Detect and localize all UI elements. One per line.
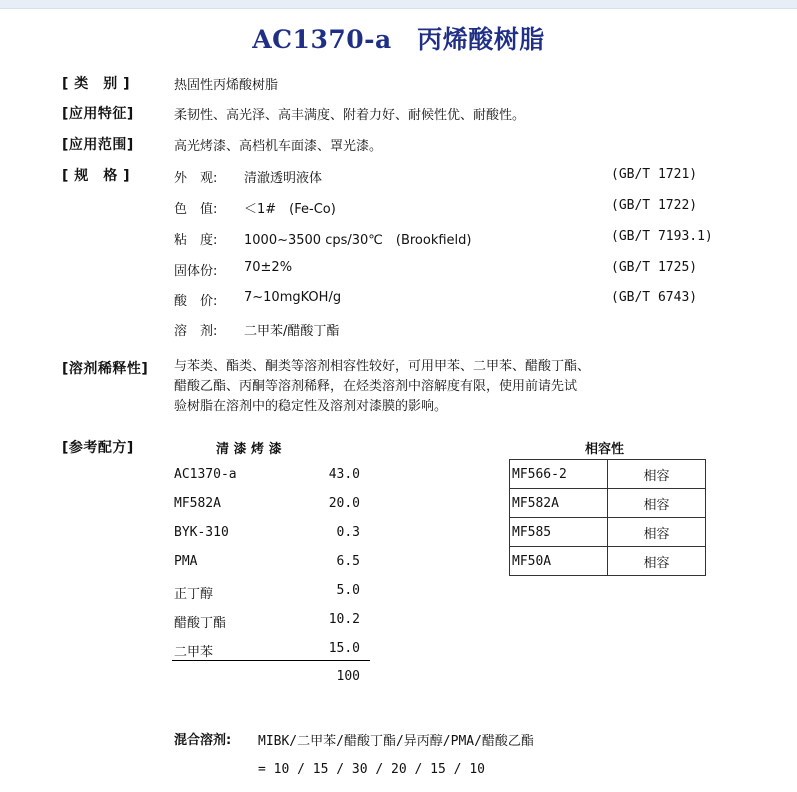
table-row bbox=[510, 489, 706, 518]
dilution-line: 与苯类、酯类、酮类等溶剂相容性较好，可用甲苯、二甲苯、醋酸丁酯、 bbox=[174, 359, 591, 374]
compat-result: 相容 bbox=[608, 518, 706, 547]
spec-name: 外 观: bbox=[174, 171, 218, 186]
dilution-line: 醋酸乙酯、丙酮等溶剂稀释，在烃类溶剂中溶解度有限，使用前请先试 bbox=[174, 379, 578, 394]
spec-name: 固体份: bbox=[174, 264, 218, 279]
features-value: 柔韧性、高光泽、高丰满度、附着力好、耐候性优、耐酸性。 bbox=[174, 108, 526, 123]
dilution-label: [溶剂稀释性] bbox=[62, 361, 149, 377]
spec-standard: (GB/T 1722) bbox=[611, 198, 698, 213]
specs-label: [ 规 格 ] bbox=[62, 168, 131, 184]
spec-value: 1000~3500 cps/30℃ (Brookfield) bbox=[244, 233, 472, 248]
mixed-solvent-label: 混合溶剂: bbox=[174, 733, 232, 748]
compat-resin: MF566-2 bbox=[510, 460, 608, 489]
formula-item-amount: 20.0 bbox=[328, 496, 360, 511]
category-value: 热固性丙烯酸树脂 bbox=[174, 78, 279, 93]
compat-result: 相容 bbox=[608, 460, 706, 489]
dilution-text bbox=[174, 357, 734, 417]
page-title: AC1370-a 丙烯酸树脂 bbox=[252, 25, 545, 54]
applications-value: 高光烤漆、高档机车面漆、罩光漆。 bbox=[174, 139, 383, 154]
spec-name: 色 值: bbox=[174, 202, 218, 217]
table-row bbox=[510, 547, 706, 576]
spec-value: 二甲苯/醋酸丁酯 bbox=[244, 324, 340, 339]
spec-standard: (GB/T 6743) bbox=[611, 290, 698, 305]
formula-total: 100 bbox=[336, 669, 360, 684]
table-row bbox=[510, 460, 706, 489]
spec-standard: (GB/T 1721) bbox=[611, 167, 698, 182]
compat-result: 相容 bbox=[608, 547, 706, 576]
category-label: [ 类 别 ] bbox=[62, 76, 131, 92]
spec-standard: (GB/T 7193.1) bbox=[611, 229, 713, 244]
spec-value: ＜1# (Fe-Co) bbox=[244, 202, 336, 217]
dilution-line: 验树脂在溶剂中的稳定性及溶剂对漆膜的影响。 bbox=[174, 399, 448, 414]
formula-item-name: 二甲苯 bbox=[174, 645, 214, 660]
top-bar bbox=[0, 0, 797, 9]
compat-resin: MF585 bbox=[510, 518, 608, 547]
compat-resin: MF50A bbox=[510, 547, 608, 576]
formula-item-name: PMA bbox=[174, 554, 198, 569]
formula-item-amount: 43.0 bbox=[328, 467, 360, 482]
table-row bbox=[510, 518, 706, 547]
formula-item-name: 醋酸丁酯 bbox=[174, 616, 227, 631]
formula-item-name: 正丁醇 bbox=[174, 587, 214, 602]
mixed-solvent-value: MIBK/二甲苯/醋酸丁酯/异丙醇/PMA/醋酸乙酯 bbox=[258, 734, 534, 749]
spec-name: 粘 度: bbox=[174, 233, 218, 248]
spec-name: 酸 价: bbox=[174, 294, 218, 309]
formula-item-name: AC1370-a bbox=[174, 467, 237, 482]
compatibility-table bbox=[509, 459, 706, 576]
formula-item-amount: 0.3 bbox=[336, 525, 360, 540]
spec-value: 清澈透明液体 bbox=[244, 171, 323, 186]
compat-result: 相容 bbox=[608, 489, 706, 518]
formula-heading: 清 漆 烤 漆 bbox=[216, 442, 282, 457]
formula-item-name: MF582A bbox=[174, 496, 221, 511]
spec-name: 溶 剂: bbox=[174, 324, 218, 339]
spec-value: 7~10mgKOH/g bbox=[244, 290, 342, 305]
formula-item-amount: 10.2 bbox=[328, 612, 360, 627]
formula-item-amount: 5.0 bbox=[336, 583, 360, 598]
formula-total-rule bbox=[172, 660, 370, 661]
formula-item-amount: 6.5 bbox=[336, 554, 360, 569]
features-label: [应用特征] bbox=[62, 106, 134, 122]
compat-resin: MF582A bbox=[510, 489, 608, 518]
compatibility-heading: 相容性 bbox=[585, 442, 625, 457]
mixed-solvent-ratio: = 10 / 15 / 30 / 20 / 15 / 10 bbox=[258, 762, 485, 777]
spec-value: 70±2% bbox=[244, 260, 293, 275]
formula-label: [参考配方] bbox=[62, 440, 134, 456]
spec-standard: (GB/T 1725) bbox=[611, 260, 698, 275]
formula-item-amount: 15.0 bbox=[328, 641, 360, 656]
formula-item-name: BYK-310 bbox=[174, 525, 229, 540]
applications-label: [应用范围] bbox=[62, 137, 134, 153]
